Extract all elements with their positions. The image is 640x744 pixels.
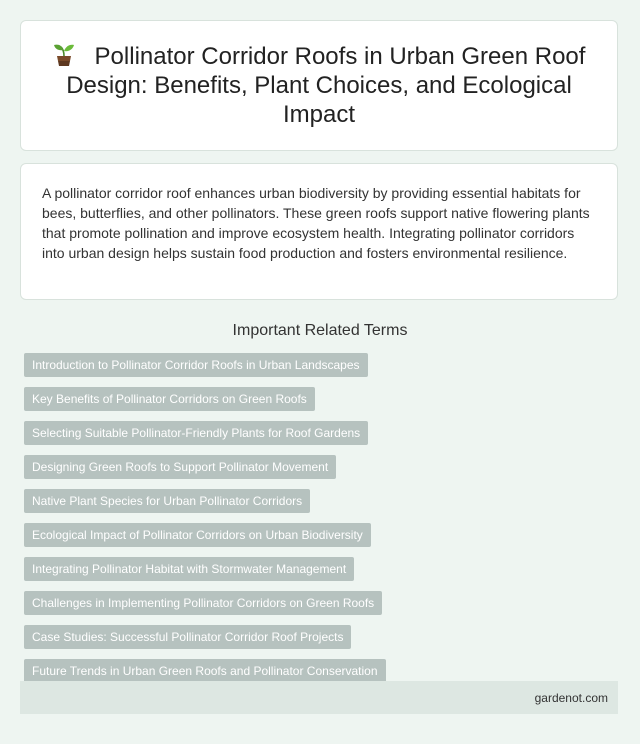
page-title: [49, 42, 589, 129]
page-title-text: Pollinator Corridor Roofs in Urban Green Roof Design: Benefits, Plant Choices, and Ecological Impact: [66, 43, 586, 128]
related-term-tag[interactable]: Ecological Impact of Pollinator Corridors on Urban Biodiversity: [24, 523, 371, 547]
footer-site-link[interactable]: gardenot.com: [534, 690, 608, 705]
sprout-icon: [53, 43, 75, 67]
related-term-tag[interactable]: Introduction to Pollinator Corridor Roofs in Urban Landscapes: [24, 353, 368, 377]
related-term-tag[interactable]: Case Studies: Successful Pollinator Corridor Roof Projects: [24, 625, 351, 649]
related-term-tag[interactable]: Key Benefits of Pollinator Corridors on Green Roofs: [24, 387, 315, 411]
related-term-tag[interactable]: Future Trends in Urban Green Roofs and Pollinator Conservation: [24, 659, 386, 683]
related-terms-heading: Important Related Terms: [232, 322, 408, 339]
description-text: A pollinator corridor roof enhances urban biodiversity by providing essential habitats for bees, butterflies, and other pollinators. These green roofs support native flowering plants that promote pollination and improve ecosystem health. Integrating pollinator corridors into urban design helps sustain food production and fosters environmental resilience.: [42, 185, 590, 261]
footer-bar: [20, 681, 618, 714]
related-term-tag[interactable]: Designing Green Roofs to Support Pollinator Movement: [24, 455, 336, 479]
description-card: [20, 163, 618, 300]
related-term-tag[interactable]: Selecting Suitable Pollinator-Friendly Plants for Roof Gardens: [24, 421, 368, 445]
related-term-tag[interactable]: Integrating Pollinator Habitat with Stormwater Management: [24, 557, 354, 581]
related-term-tag[interactable]: Challenges in Implementing Pollinator Corridors on Green Roofs: [24, 591, 382, 615]
title-card: [20, 20, 618, 151]
related-term-tag[interactable]: Native Plant Species for Urban Pollinator Corridors: [24, 489, 310, 513]
related-terms-list: [24, 353, 616, 693]
